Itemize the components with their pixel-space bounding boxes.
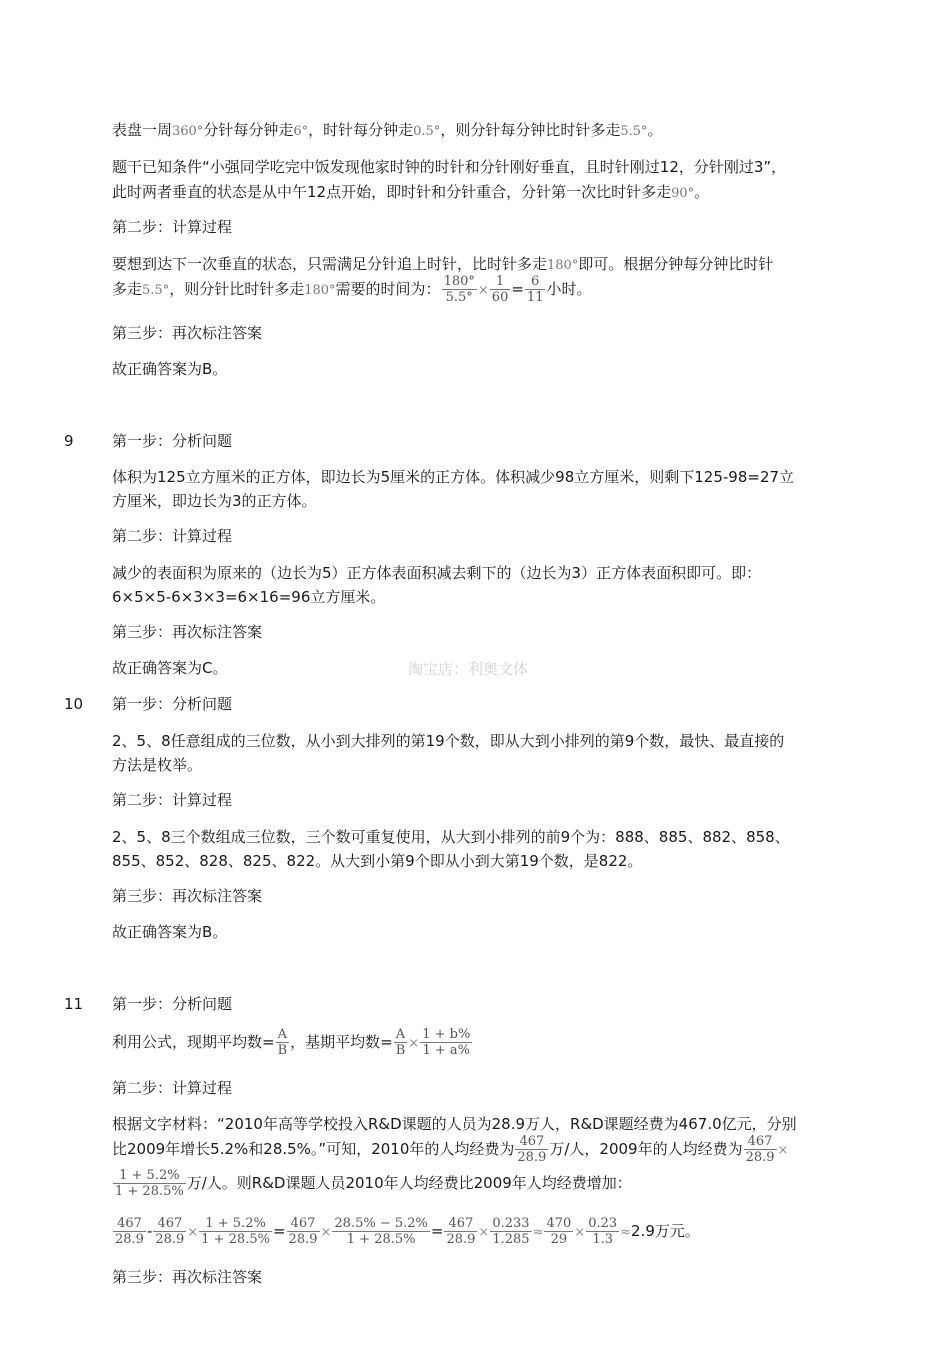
q11-line-1: 利用公式，现期平均数= $\frac{A}{B}$ ，基期平均数= $\frac{A}{B}$ × $\frac{1 + b\%}{1 + a\%}$ (112, 1027, 471, 1058)
q9-line-2: 方厘米，即边长为3的正方体。 (112, 492, 317, 510)
fraction: $\frac{1 + 5.2\%}{1 + 28.5\%}$ (201, 1216, 270, 1247)
q10-line-2: 方法是枚举。 (112, 756, 203, 774)
fraction: $\frac{467}{28.9}$ (115, 1216, 144, 1247)
q10-step3-heading: 第三步：再次标注答案 (112, 887, 263, 905)
q9-line-1: 体积为125立方厘米的正方体，即边长为5厘米的正方体。体积减少98立方厘米，则剩下125-98=27立 (112, 468, 795, 486)
fraction: $\frac{A}{B}$ (277, 1027, 288, 1058)
fraction: $\frac{470}{29}$ (546, 1216, 572, 1247)
fraction: $\frac{1}{60}$ (491, 274, 509, 305)
q10-step2-heading: 第二步：计算过程 (112, 791, 233, 809)
q9-step1-heading: 第一步：分析问题 (112, 432, 233, 450)
fraction: $\frac{6}{11}$ (526, 274, 544, 305)
q11-step2-heading: 第二步：计算过程 (112, 1079, 233, 1097)
q8-line-4: 要想到达下一次垂直的状态，只需满足分针追上时针，比时针多走180°即可。根据分钟每分钟比时针 (112, 255, 774, 273)
q10-answer: 故正确答案为B。 (112, 923, 228, 941)
q8-answer: 故正确答案为B。 (112, 360, 228, 378)
fraction: $\frac{467}{28.9}$ (745, 1134, 775, 1165)
watermark: 淘宝店：利奥文体 (408, 660, 529, 678)
q8-line-2: 题干已知条件“小强同学吃完中饭发现他家时钟的时针和分针刚好垂直，且时针刚过12，分针刚过3”， (112, 158, 787, 176)
q11-line-5: $\frac{467}{28.9}$ - $\frac{467}{28.9}$ × $\frac{1 + 5.2\%}{1 + 28.5\%}$ = $\frac{467}{28.9}$ × $\frac{28.5\% - 5.2\%}{1 + 28.5\%}$ = $\frac{467}{28.9}$ × $\frac{0.233}{1.285}$ ≈ $\frac{470}{29}$ × $\frac{0.23}{1.3}$ ≈2.9万元。 (115, 1216, 700, 1247)
fraction: $\frac{A}{B}$ (395, 1027, 406, 1058)
q10-step1-heading: 第一步：分析问题 (112, 695, 233, 713)
fraction: $\frac{180^\circ}{5.5^\circ}$ (443, 274, 475, 305)
fraction: $\frac{1 + b\%}{1 + a\%}$ (422, 1027, 471, 1058)
question-number: 10 (64, 695, 84, 713)
q11-line-4: $\frac{1 + 5.2\%}{1 + 28.5\%}$ 万/人。则R&D课题人员2010年人均经费比2009年人均经费增加： (115, 1168, 632, 1199)
question-number: 9 (64, 432, 74, 450)
fraction: $\frac{467}{28.9}$ (517, 1134, 547, 1165)
fraction: $\frac{467}{28.9}$ (446, 1216, 476, 1247)
q9-step3-heading: 第三步：再次标注答案 (112, 623, 263, 641)
fraction: $\frac{0.233}{1.285}$ (492, 1216, 530, 1247)
q11-step1-heading: 第一步：分析问题 (112, 995, 233, 1013)
q11-step3-heading: 第三步：再次标注答案 (112, 1268, 263, 1286)
fraction: $\frac{1 + 5.2\%}{1 + 28.5\%}$ (115, 1168, 184, 1199)
q11-line-3: 比2009年增长5.2%和28.5%。”可知，2010年的人均经费为 $\frac{467}{28.9}$ 万/人，2009年的人均经费为 $\frac{467}{28.9}$ × (112, 1134, 789, 1165)
q9-line-3: 减少的表面积为原来的（边长为5）正方体表面积减去剩下的（边长为3）正方体表面积即可。即： (112, 564, 762, 582)
q8-line-3: 此时两者垂直的状态是从中午12点开始，即时针和分针重合，分针第一次比时针多走90°。 (112, 183, 710, 201)
q10-line-4: 855、852、828、825、822。从大到小第9个即从小到大第19个数，是822。 (112, 852, 643, 870)
fraction: $\frac{28.5\% - 5.2\%}{1 + 28.5\%}$ (334, 1216, 428, 1247)
q8-step3-heading: 第三步：再次标注答案 (112, 324, 263, 342)
q9-answer: 故正确答案为C。 (112, 659, 228, 677)
fraction: $\frac{0.23}{1.3}$ (588, 1216, 618, 1247)
q11-line-2: 根据文字材料：“2010年高等学校投入R&D课题的人员为28.9万人，R&D课题经费为467.0亿元，分别 (112, 1115, 797, 1133)
q10-line-3: 2、5、8三个数组成三位数，三个数可重复使用，从大到小排列的前9个为：888、885、882、858、 (112, 828, 790, 846)
q9-line-4: 6×5×5-6×3×3=6×16=96立方厘米。 (112, 588, 386, 606)
q9-step2-heading: 第二步：计算过程 (112, 527, 233, 545)
q8-line-1: 表盘一周360°分针每分钟走6°，时针每分钟走0.5°，则分针每分钟比时针多走5.5°。 (112, 121, 663, 139)
q10-line-1: 2、5、8任意组成的三位数，从小到大排列的第19个数，即从大到小排列的第9个数，最快、最直接的 (112, 732, 785, 750)
q8-step2-heading: 第二步：计算过程 (112, 218, 233, 236)
fraction: $\frac{467}{28.9}$ (288, 1216, 318, 1247)
question-number: 11 (64, 995, 84, 1013)
q8-line-5: 多走5.5°，则分针比时针多走180°需要的时间为： $\frac{180^\circ}{5.5^\circ}$ × $\frac{1}{60}$ = $\frac{6}{11}$ 小时。 (112, 274, 592, 305)
fraction: $\frac{467}{28.9}$ (155, 1216, 185, 1247)
